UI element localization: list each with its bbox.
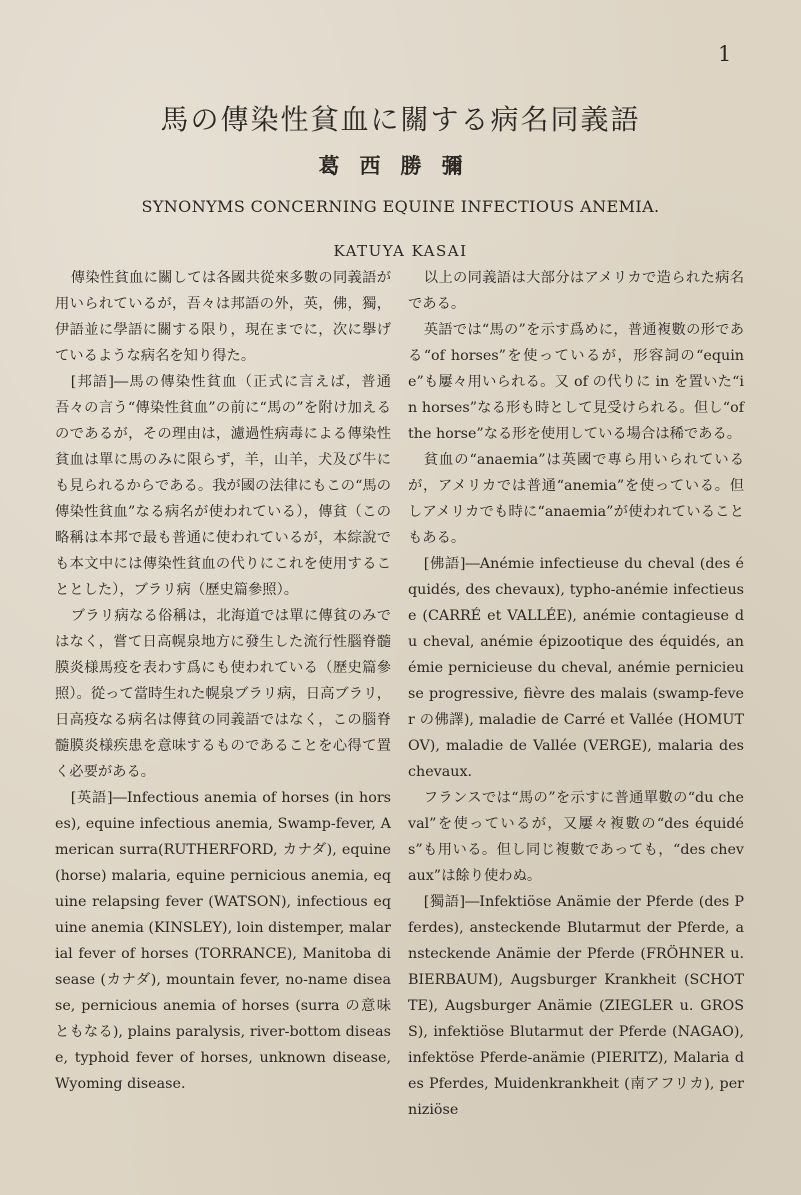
author-english: KATUYA KASAI	[333, 242, 468, 260]
left-column	[55, 265, 391, 1097]
title-english: SYNONYMS CONCERNING EQUINE INFECTIOUS ANEMIA.	[141, 197, 660, 216]
paragraph-anaemia-spelling: 貧血の“anaemia”は英國で專ら用いられているが，アメリカでは普通“anemia”を使っている。但しアメリカでも時に“anaemia”が使われていることもある。	[408, 452, 744, 546]
right-column	[408, 265, 744, 1123]
paragraph-intro: 傳染性貧血に關しては各國共從來多數の同義語が用いられているが，吾々は邦語の外，英，佛，獨，伊語並に學語に關する限り，現在までに，次に擧げているような病名を知り得た。	[55, 270, 391, 364]
page-number: 1	[718, 42, 732, 66]
paragraph-english-usage: 英語では“馬の”を示す爲めに，普通複數の形である“of horses”を使っているが，形容詞の“equine”も屢々用いられる。又 of の代りに in を置いた“in horses”なる形も時として見受けられる。但し“of the horse”なる形を使用している場合は稀である。	[408, 322, 744, 442]
title-japanese: 馬の傳染性貧血に關する病名同義語	[160, 103, 641, 136]
paragraph-japanese-synonyms: [邦語]―馬の傳染性貧血（正式に言えば，普通吾々の言う“傳染性貧血”の前に“馬の”を附け加えるのであるが，その理由は，濾過性病毒による傳染性貧血は單に馬のみに限らず，羊，山羊，犬及び牛にも見られるからである。我が國の法律にもこの“馬の傳染性貧血”なる病名が使われている），傳貧（この略稱は本邦で最も普通に使われているが，本綜說でも本文中には傳染性貧血の代りにこれを使用することとした），ブラリ病（歷史篇參照）。	[55, 374, 391, 598]
paragraph-american-origin: 以上の同義語は大部分はアメリカで造られた病名である。	[408, 270, 744, 312]
paragraph-german-synonyms: [獨語]―Infektiöse Anämie der Pferde (des Pferdes), ansteckende Blutarmut der Pferde, ansteckende Anämie der Pferde (FRÖHNER u. BIERBAUM), Augsburger Krankheit (SCHOTTE), Augsburger Anämie (ZIEGLER u. GROSS), infektiöse Blutarmut der Pferde (NAGAO), infektöse Pferde-anämie (PIERITZ), Malaria des Pferdes, Muidenkrankheit (南アフリカ), perniziöse	[408, 894, 744, 1118]
paragraph-french-usage: フランスでは“馬の”を示すに普通單數の“du cheval”を使っているが，又屢々複數の“des équidés”も用いる。但し同じ複數であっても，“des chevaux”は餘り使わぬ。	[408, 790, 744, 884]
paragraph-english-synonyms: [英語]―Infectious anemia of horses (in horses), equine infectious anemia, Swamp-fever, American surra(RUTHERFORD, カナダ), equine (horse) malaria, equine pernicious anemia, equine relapsing fever (WATSON), infectious equine anemia (KINSLEY), loin distemper, malarial fever of horses (TORRANCE), Manitoba disease (カナダ), mountain fever, no-name disease, pernicious anemia of horses (surra の意味ともなる), plains paralysis, river-bottom disease, typhoid fever of horses, unknown disease, Wyoming disease.	[55, 790, 391, 1092]
paragraph-burari-note: ブラリ病なる俗稱は，北海道では單に傳貧のみではなく，嘗て日高幌泉地方に發生した流行性腦脊髓膜炎様馬疫を表わす爲にも使われている（歷史篇參照）。從って當時生れた幌泉ブラリ病，日高ブラリ，日高疫なる病名は傳貧の同義語ではなく，この腦脊髓膜炎様疾患を意味するものであることを心得て置く必要がある。	[55, 608, 391, 780]
paragraph-french-synonyms: [佛語]―Anémie infectieuse du cheval (des équidés, des chevaux), typho-anémie infectieuse (CARRÉ et VALLÉE), anémie contagieuse du cheval, anémie épizootique des équidés, anémie pernicieuse du cheval, anémie pernicieuse progressive, fièvre des malais (swamp-fever の佛譯), maladie de Carré et Vallée (HOMUTOV), maladie de Vallée (VERGE), malaria des chevaux.	[408, 556, 744, 780]
author-japanese: 葛西勝彌	[318, 153, 483, 178]
